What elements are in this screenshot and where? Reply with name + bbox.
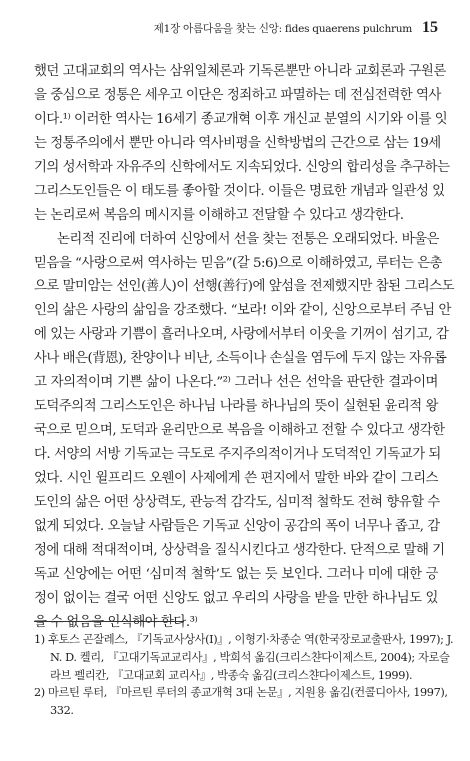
- body-text: [34, 60, 455, 635]
- text-line: 고 자의적이며 기쁜 삶이 나온다.”²⁾ 그러나 선은 선악을 판단한 결과이며: [34, 375, 438, 391]
- footnote-line: N. D. 켈리, 『고대기독교교리사』, 박희석 옮김(크리스챤다이제스트, 2004); 자로슬: [50, 650, 450, 664]
- text-line: 기의 성서학과 자유주의 신학에서도 지속되었다. 신앙의 합리성을 추구하는: [34, 159, 450, 175]
- footnote-line: 1) 후토스 곤잘레스, 『기독교사상사(I)』, 이형기·차종순 역(한국장로교출판사, 1997); J.: [34, 633, 454, 646]
- text-line: 을 중심으로 정통은 세우고 이단은 정죄하고 파멸하는 데 전심전력한 역사: [34, 87, 441, 103]
- text-line: 국으로 믿으며, 도덕과 윤리만으로 복음을 이해하고 전할 수 있다고 생각한: [34, 423, 445, 439]
- text-line: 그리스도인들은 이 태도를 좋아할 것이다. 이들은 명료한 개념과 일관성 있: [34, 183, 445, 199]
- text-line: 었다. 시인 윌프리드 오웬이 사제에게 쓴 편지에서 말한 바와 같이 그리스: [34, 470, 438, 486]
- footnote-line: 332.: [50, 704, 74, 718]
- text-line: 사나 배은(背恩), 찬양이나 비난, 소득이나 손실을 염두에 두지 않는 자유롭: [34, 351, 447, 367]
- text-line: 다. 서양의 서방 기독교는 극도로 주지주의적이거나 도덕적인 기독교가 되: [34, 447, 441, 462]
- footnote-divider: [34, 621, 184, 622]
- footnotes: [34, 631, 454, 720]
- text-line: 정에 대해 적대적이며, 상상력을 질식시킨다고 생각한다. 단적으로 말해 기: [34, 542, 445, 558]
- text-line: 정이 없이는 결국 어떤 신앙도 없고 우리의 사랑을 받을 만한 하나님도 있: [34, 590, 438, 606]
- text-line: 도인의 삶은 어떤 상상력도, 관능적 감각도, 심미적 철학도 전혀 향유할 수: [34, 494, 440, 510]
- text-line: 논리적 진리에 더하여 신앙에서 선을 찾는 전통은 오래되었다. 바울은: [57, 231, 439, 247]
- text-line: 했던 고대교회의 역사는 삼위일체론과 기독론뿐만 아니라 교회론과 구원론: [34, 64, 446, 79]
- text-line: 믿음을 “사랑으로써 역사하는 믿음”(갈 5:6)으로 이해하였고, 루터는 은총: [34, 255, 442, 271]
- running-title: 제1장 아름다움을 찾는 신앙: fides quaerens pulchrum: [153, 23, 412, 35]
- text-line: 에 있는 사랑과 기쁨이 흘러나오며, 사랑에서부터 이웃을 기꺼이 섬기고, 감: [34, 327, 449, 343]
- page-header: [154, 19, 438, 37]
- footnote-line: 2) 마르틴 루터, 『마르틴 루터의 종교개혁 3대 논문』, 지원용 옮김(컨콜디아사, 1997),: [34, 686, 448, 700]
- text-line: 이다.¹⁾ 이러한 역사는 16세기 종교개혁 이후 개신교 분열의 시기와 이를 잇: [34, 111, 448, 127]
- text-line: 는 정통주의에서 뿐만 아니라 역사비평을 신학방법의 근간으로 삼는 19세: [34, 135, 441, 151]
- page-number: 15: [422, 19, 438, 36]
- text-line: 는 논리로써 복음의 메시지를 이해하고 전달할 수 있다고 생각한다.: [34, 207, 404, 223]
- text-line: 으로 말미암는 선인(善人)이 선행(善行)에 앞섬을 전제했지만 참된 그리스도: [34, 279, 455, 295]
- text-line: 을 수 없음을 인식해야 한다.³⁾: [34, 614, 198, 630]
- text-line: 인의 삶은 사랑의 삶임을 강조했다. “보라! 이와 같이, 신앙으로부터 주님 안: [34, 303, 451, 319]
- text-line: 없게 되었다. 오늘날 사람들은 기독교 신앙이 공감의 폭이 너무나 좁고, 감: [34, 518, 440, 534]
- text-line: 도덕주의적 그리스도인은 하나님 나라를 하나님의 뜻이 실현된 윤리적 왕: [34, 399, 438, 415]
- footnote-line: 라브 펠리칸, 『고대교회 교리사』, 박종숙 옮김(크리스챤다이제스트, 1999).: [50, 668, 413, 682]
- text-line: 독교 신앙에는 어떤 ‘심미적 철학’도 없는 듯 보인다. 그러나 미에 대한 긍: [34, 566, 438, 582]
